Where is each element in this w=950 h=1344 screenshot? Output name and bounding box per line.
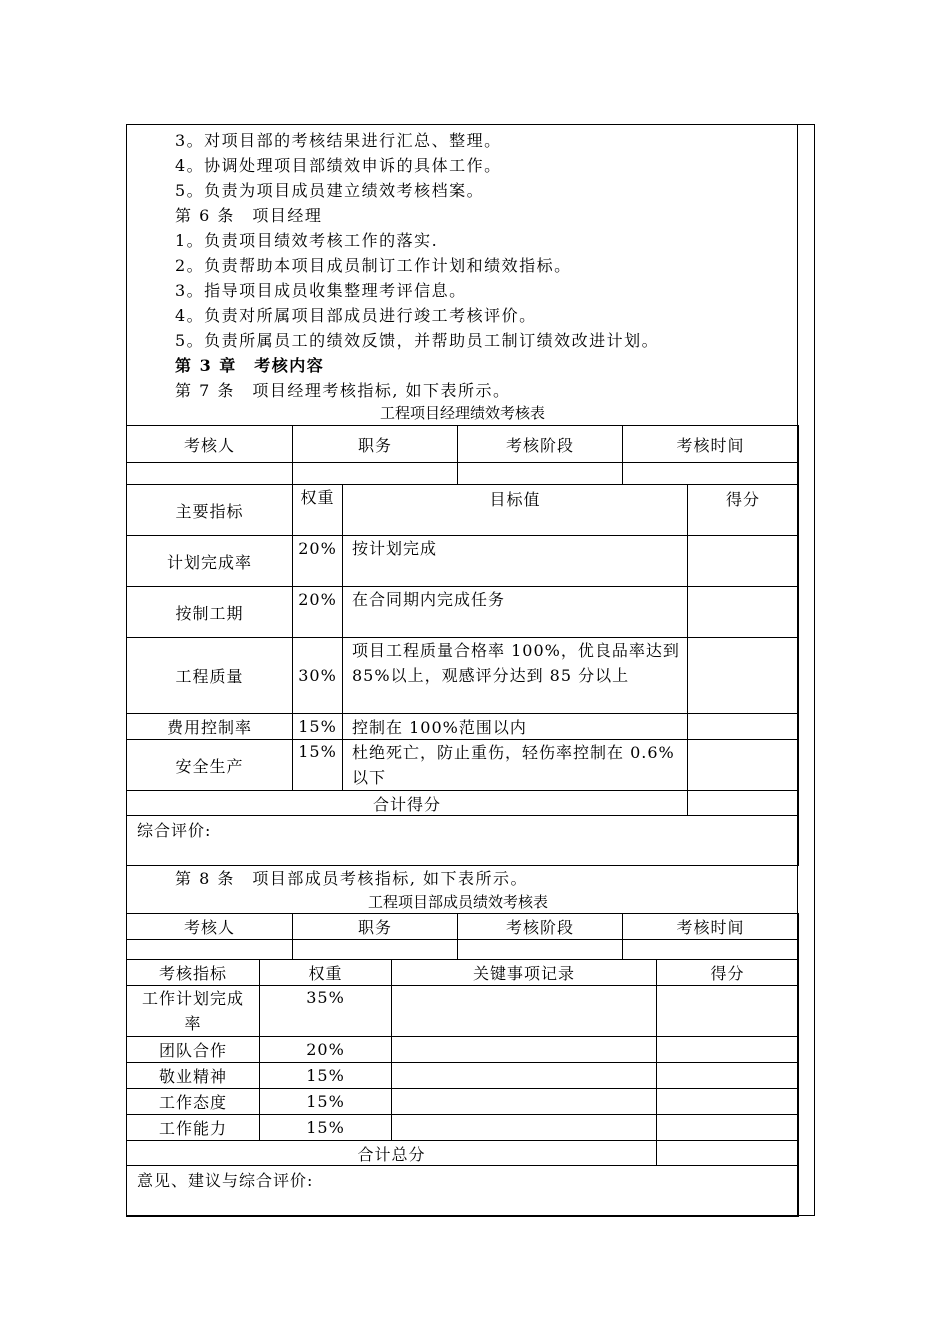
score-cell[interactable] [688,740,799,791]
weight-cell: 30% [293,638,343,714]
chapter-heading: 第 3 章 考核内容 [175,356,325,375]
article-7-text: 第 7 条 项目经理考核指标, 如下表所示。 [175,381,511,400]
col-score: 得分 [657,960,799,986]
table-row [127,587,799,638]
table2-header [126,913,799,960]
target-cell: 控制在 100%范围以内 [343,714,688,740]
comment-cell[interactable] [127,816,799,866]
article-6-heading: 第 6 条 项目经理 [175,206,323,225]
table-row [127,986,799,1037]
score-cell[interactable] [688,638,799,714]
weight-cell: 20% [260,1037,392,1063]
weight-cell: 15% [293,714,343,740]
weight-cell: 20% [293,587,343,638]
header-assessor: 考核人 [127,426,293,463]
table-row [127,1089,799,1115]
position-value[interactable] [293,940,458,960]
score-cell[interactable] [688,536,799,587]
time-value[interactable] [623,463,799,485]
indicator-cell: 安全生产 [127,740,293,791]
score-cell[interactable] [657,1115,799,1141]
score-cell[interactable] [657,1037,799,1063]
indicator-cell: 工作态度 [127,1089,260,1115]
score-cell[interactable] [657,986,799,1037]
weight-cell: 15% [260,1063,392,1089]
assessor-value[interactable] [127,940,293,960]
col-indicator: 主要指标 [127,485,293,536]
score-cell[interactable] [688,714,799,740]
col-weight: 权重 [293,485,343,536]
col-record: 关键事项记录 [392,960,657,986]
duty-line: 1。负责项目绩效考核工作的落实. [175,231,439,250]
header-time: 考核时间 [623,914,799,940]
weight-cell: 35% [260,986,392,1037]
comment-label: 意见、建议与综合评价: [137,1171,314,1190]
table-row [127,1063,799,1089]
record-cell[interactable] [392,1115,657,1141]
stage-value[interactable] [458,940,623,960]
table1-body [126,484,799,866]
stage-value[interactable] [458,463,623,485]
table-row [127,740,799,791]
total-score-cell[interactable] [657,1141,799,1166]
time-value[interactable] [623,940,799,960]
indicator-cell: 工程质量 [127,638,293,714]
article-8-text: 第 8 条 项目部成员考核指标, 如下表所示。 [175,869,529,888]
col-score: 得分 [688,485,799,536]
indicator-cell: 计划完成率 [127,536,293,587]
duty-line: 5。负责所属员工的绩效反馈，并帮助员工制订绩效改进计划。 [175,331,660,350]
target-cell: 项目工程质量合格率 100%，优良品率达到 85%以上，观感评分达到 85 分以上 [343,638,688,714]
header-stage: 考核阶段 [458,426,623,463]
table2-body [126,959,799,1217]
score-cell[interactable] [657,1063,799,1089]
weight-cell: 15% [260,1115,392,1141]
indicator-cell: 工作计划完成率 [127,986,260,1037]
indicator-cell: 敬业精神 [127,1063,260,1089]
table-row [127,1115,799,1141]
indicator-cell: 团队合作 [127,1037,260,1063]
duty-line: 3。指导项目成员收集整理考评信息。 [175,281,467,300]
target-cell: 杜绝死亡，防止重伤，轻伤率控制在 0.6%以下 [343,740,688,791]
duty-line: 3。对项目部的考核结果进行汇总、整理。 [175,131,502,150]
table-row [127,536,799,587]
table-row [127,714,799,740]
header-position: 职务 [293,914,458,940]
indicator-cell: 按制工期 [127,587,293,638]
indicator-cell: 费用控制率 [127,714,293,740]
position-value[interactable] [293,463,458,485]
header-time: 考核时间 [623,426,799,463]
indicator-cell: 工作能力 [127,1115,260,1141]
assessor-value[interactable] [127,463,293,485]
record-cell[interactable] [392,1037,657,1063]
weight-cell: 15% [260,1089,392,1115]
comment-label: 综合评价: [137,821,212,840]
record-cell[interactable] [392,1063,657,1089]
table1-caption: 工程项目经理绩效考核表 [380,404,546,422]
comment-cell[interactable] [127,1166,799,1217]
total-score-cell[interactable] [688,791,799,816]
target-cell: 按计划完成 [343,536,688,587]
score-cell[interactable] [688,587,799,638]
table1-header [126,425,799,485]
col-target: 目标值 [343,485,688,536]
weight-cell: 15% [293,740,343,791]
col-indicator: 考核指标 [127,960,260,986]
header-stage: 考核阶段 [458,914,623,940]
table2-caption: 工程项目部成员绩效考核表 [368,893,549,911]
total-label: 合计总分 [127,1141,657,1166]
header-position: 职务 [293,426,458,463]
score-cell[interactable] [657,1089,799,1115]
weight-cell: 20% [293,536,343,587]
table-row [127,638,799,714]
target-cell: 在合同期内完成任务 [343,587,688,638]
duty-line: 2。负责帮助本项目成员制订工作计划和绩效指标。 [175,256,572,275]
header-assessor: 考核人 [127,914,293,940]
duty-line: 5。负责为项目成员建立绩效考核档案。 [175,181,485,200]
record-cell[interactable] [392,1089,657,1115]
table-row [127,1037,799,1063]
total-label: 合计得分 [127,791,688,816]
duty-line: 4。负责对所属项目部成员进行竣工考核评价。 [175,306,537,325]
record-cell[interactable] [392,986,657,1037]
duty-line: 4。协调处理项目部绩效申诉的具体工作。 [175,156,502,175]
col-weight: 权重 [260,960,392,986]
